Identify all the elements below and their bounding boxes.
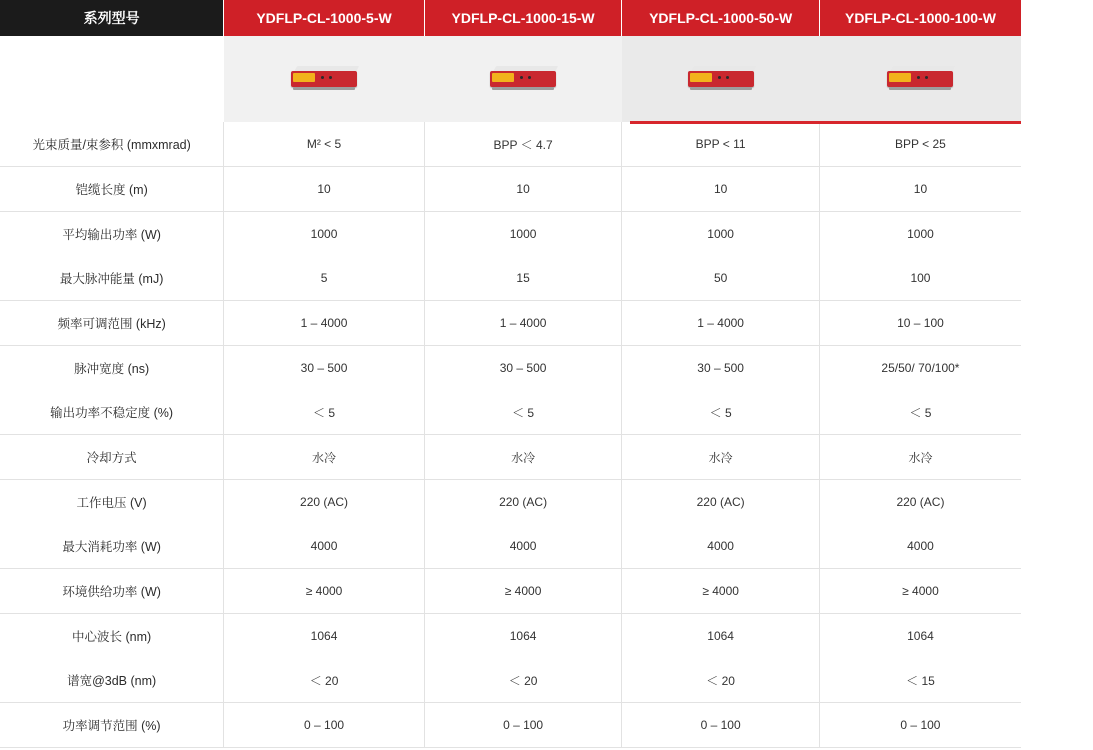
row-value: 1064	[819, 614, 1021, 659]
row-value: BPP < 25	[819, 122, 1021, 167]
row-value: 220 (AC)	[224, 480, 425, 525]
row-value: 4000	[424, 524, 622, 569]
product-image-cell-1	[224, 36, 425, 122]
row-value: ＜ 5	[819, 390, 1021, 435]
row-label: 铠缆长度 (m)	[0, 167, 224, 212]
row-value: ＜ 5	[224, 390, 425, 435]
header-model-4[interactable]: YDFLP-CL-1000-100-W	[819, 0, 1021, 36]
row-value: ≥ 4000	[622, 569, 820, 614]
row-value: 30 – 500	[224, 346, 425, 391]
row-value: 30 – 500	[622, 346, 820, 391]
row-value: 10	[224, 167, 425, 212]
row-value: 1064	[622, 614, 820, 659]
laser-unit-icon	[287, 63, 361, 93]
row-value: BPP < 11	[622, 122, 820, 167]
row-value: 0 – 100	[424, 703, 622, 748]
row-value: 0 – 100	[622, 703, 820, 748]
row-value: 1000	[424, 212, 622, 257]
row-label: 工作电压 (V)	[0, 480, 224, 525]
table-row	[0, 390, 1021, 435]
row-label: 平均输出功率 (W)	[0, 212, 224, 257]
row-value: 水冷	[224, 435, 425, 480]
row-value: 1 – 4000	[224, 301, 425, 346]
row-label: 光束质量/束参积 (mmxmrad)	[0, 122, 224, 167]
row-value: BPP ＜ 4.7	[424, 122, 622, 167]
table-row	[0, 480, 1021, 525]
row-value: 220 (AC)	[622, 480, 820, 525]
row-value: 1064	[424, 614, 622, 659]
row-value: M² < 5	[224, 122, 425, 167]
row-value: ＜ 5	[622, 390, 820, 435]
spec-rows	[0, 122, 1021, 748]
table-row	[0, 614, 1021, 659]
row-value: 水冷	[622, 435, 820, 480]
row-value: 4000	[622, 524, 820, 569]
row-value: 10	[622, 167, 820, 212]
row-value: 220 (AC)	[424, 480, 622, 525]
row-value: ≥ 4000	[224, 569, 425, 614]
row-value: 1000	[819, 212, 1021, 257]
row-label: 频率可调范围 (kHz)	[0, 301, 224, 346]
laser-unit-icon	[684, 63, 758, 93]
table-body	[0, 36, 1021, 122]
row-value: 0 – 100	[224, 703, 425, 748]
row-label: 功率调节范围 (%)	[0, 703, 224, 748]
row-value: 1000	[224, 212, 425, 257]
specification-table	[0, 0, 1021, 122]
selection-underline	[630, 121, 1021, 124]
row-value: 1 – 4000	[622, 301, 820, 346]
row-value: ＜ 5	[424, 390, 622, 435]
laser-unit-icon	[883, 63, 957, 93]
product-image-row	[0, 36, 1021, 122]
table-header	[0, 0, 1021, 36]
row-value: 50	[622, 256, 820, 301]
row-value: 220 (AC)	[819, 480, 1021, 525]
row-value: 4000	[819, 524, 1021, 569]
image-cell-empty	[0, 36, 224, 122]
row-value: 10 – 100	[819, 301, 1021, 346]
row-label: 谱宽@3dB (nm)	[0, 658, 224, 703]
row-value: ≥ 4000	[424, 569, 622, 614]
row-label: 冷却方式	[0, 435, 224, 480]
table-row	[0, 167, 1021, 212]
row-value: ≥ 4000	[819, 569, 1021, 614]
row-value: 1000	[622, 212, 820, 257]
row-value: 1 – 4000	[424, 301, 622, 346]
product-image-cell-2	[424, 36, 622, 122]
product-image-cell-3	[622, 36, 820, 122]
row-value: ＜ 20	[424, 658, 622, 703]
row-value: 水冷	[819, 435, 1021, 480]
row-value: 0 – 100	[819, 703, 1021, 748]
header-model-3[interactable]: YDFLP-CL-1000-50-W	[622, 0, 820, 36]
header-series-label: 系列型号	[0, 0, 224, 36]
row-label: 中心波长 (nm)	[0, 614, 224, 659]
row-value: 30 – 500	[424, 346, 622, 391]
table-row	[0, 256, 1021, 301]
row-value: ＜ 20	[224, 658, 425, 703]
table-row	[0, 703, 1021, 748]
row-value: 水冷	[424, 435, 622, 480]
row-value: 25/50/ 70/100*	[819, 346, 1021, 391]
table-row	[0, 658, 1021, 703]
row-value: 10	[424, 167, 622, 212]
row-value: 10	[819, 167, 1021, 212]
row-value: ＜ 15	[819, 658, 1021, 703]
row-label: 输出功率不稳定度 (%)	[0, 390, 224, 435]
table-row	[0, 346, 1021, 391]
row-value: 1064	[224, 614, 425, 659]
table-row	[0, 212, 1021, 257]
laser-unit-icon	[486, 63, 560, 93]
row-label: 最大消耗功率 (W)	[0, 524, 224, 569]
specification-data-table	[0, 122, 1021, 748]
row-value: ＜ 20	[622, 658, 820, 703]
table-row	[0, 122, 1021, 167]
header-model-2[interactable]: YDFLP-CL-1000-15-W	[424, 0, 622, 36]
table-row	[0, 435, 1021, 480]
header-row	[0, 0, 1021, 36]
product-image-cell-4	[819, 36, 1021, 122]
table-row	[0, 524, 1021, 569]
row-value: 4000	[224, 524, 425, 569]
row-value: 5	[224, 256, 425, 301]
row-value: 15	[424, 256, 622, 301]
table-row	[0, 569, 1021, 614]
row-label: 环境供给功率 (W)	[0, 569, 224, 614]
row-label: 脉冲宽度 (ns)	[0, 346, 224, 391]
table-row	[0, 301, 1021, 346]
header-model-1[interactable]: YDFLP-CL-1000-5-W	[224, 0, 425, 36]
row-label: 最大脉冲能量 (mJ)	[0, 256, 224, 301]
row-value: 100	[819, 256, 1021, 301]
